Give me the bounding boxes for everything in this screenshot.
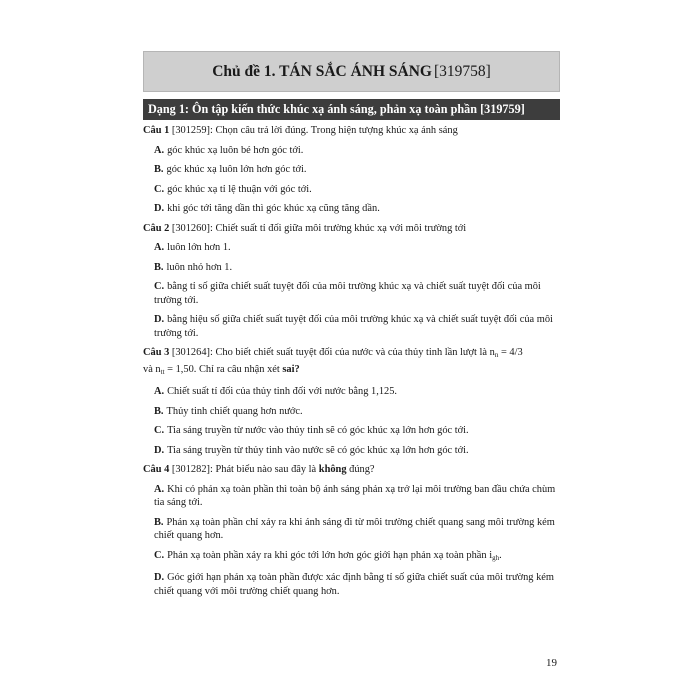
formula-n-water bbox=[490, 347, 523, 358]
formula-n-glass bbox=[155, 364, 196, 375]
option-text: Tia sáng truyền từ nước vào thủy tinh sẽ có góc khúc xạ lớn hơn góc tới. bbox=[167, 425, 469, 436]
option-text: Chiết suất tỉ đối của thủy tinh đối với nước bằng 1,125. bbox=[167, 386, 398, 397]
option-label: C. bbox=[154, 425, 165, 436]
option-label: D. bbox=[154, 444, 165, 456]
option-label: B. bbox=[154, 405, 164, 417]
option-label: A. bbox=[154, 483, 165, 495]
option-text: Thủy tinh chiết quang hơn nước. bbox=[166, 405, 303, 417]
option-label: C. bbox=[154, 549, 165, 561]
option-label: D. bbox=[154, 203, 165, 214]
option-label: A. bbox=[154, 386, 165, 397]
option-3c bbox=[154, 424, 561, 438]
formula-base: n bbox=[489, 347, 495, 358]
option-label: C. bbox=[154, 183, 165, 195]
question-1 bbox=[143, 124, 561, 138]
option-4b bbox=[154, 516, 561, 543]
formula-subscript: n bbox=[494, 351, 499, 359]
question-code: [301282] bbox=[171, 464, 210, 475]
option-text: Phản xạ toàn phần xảy ra khi góc tới lớn hơn góc giới hạn phản xạ toàn phần bbox=[167, 549, 487, 561]
chapter-code: [319758] bbox=[433, 62, 491, 80]
option-2a bbox=[154, 241, 561, 255]
option-text: khi góc tới tăng dần thì góc khúc xạ cũng tăng dần. bbox=[167, 203, 380, 214]
question-text: : Cho biết chiết suất tuyệt đối của nước và của thủy tinh lần lượt là bbox=[209, 347, 488, 358]
question-label: Câu 4 bbox=[143, 464, 170, 475]
question-text-end: đúng? bbox=[349, 464, 375, 475]
question-mark: ? bbox=[294, 363, 300, 375]
option-2b bbox=[154, 261, 561, 275]
option-label: A. bbox=[154, 144, 165, 156]
option-label: D. bbox=[154, 572, 165, 583]
page-number: 19 bbox=[546, 657, 557, 669]
option-4a bbox=[154, 483, 561, 510]
question-label: Câu 2 bbox=[143, 222, 170, 234]
question-label: Câu 1 bbox=[143, 125, 170, 136]
question-emphasis: không bbox=[318, 464, 347, 475]
option-text: Tia sáng truyền từ thủy tinh vào nước sẽ có góc khúc xạ lớn hơn góc tới. bbox=[167, 444, 469, 456]
option-text: góc khúc xạ luôn bé hơn góc tới. bbox=[167, 144, 304, 156]
option-text: Khi có phản xạ toàn phần thì toàn bộ ánh sáng phản xạ trở lại môi trường ban đầu chứa chùm tia sáng tới. bbox=[154, 483, 556, 508]
formula-value: = 1,50. bbox=[167, 363, 197, 375]
question-list bbox=[143, 124, 561, 604]
question-code: [301264] bbox=[171, 347, 210, 358]
formula-value: = 4/3 bbox=[500, 347, 523, 358]
option-4c bbox=[154, 549, 561, 566]
formula-base: i bbox=[489, 549, 493, 561]
section-heading-text: Dạng 1: Ôn tập kiến thức khúc xạ ánh sáng, phản xạ toàn phần [319759] bbox=[148, 102, 525, 116]
question-emphasis: sai bbox=[282, 363, 295, 375]
option-label: A. bbox=[154, 242, 165, 253]
option-1d bbox=[154, 202, 561, 216]
formula-base: n bbox=[155, 363, 161, 375]
chapter-title-text: Chủ đề 1. TÁN SẮC ÁNH SÁNG bbox=[212, 62, 432, 80]
option-text: góc khúc xạ tỉ lệ thuận với góc tới. bbox=[167, 183, 312, 195]
option-1c bbox=[154, 183, 561, 197]
option-text: Phản xạ toàn phần chỉ xảy ra khi ánh sáng đi từ môi trường chiết quang sang môi trường kém chiết quang hơn. bbox=[154, 516, 555, 541]
question-label: Câu 3 bbox=[143, 347, 170, 358]
option-text: Góc giới hạn phản xạ toàn phần được xác định bằng tỉ số giữa chiết suất của môi trường kém chiết quang với môi trường chiết quang hơn. bbox=[154, 572, 554, 597]
option-label: D. bbox=[154, 314, 165, 325]
option-label: B. bbox=[154, 261, 164, 273]
question-2 bbox=[143, 222, 561, 236]
option-2d bbox=[154, 313, 561, 340]
section-heading bbox=[143, 99, 560, 120]
option-2c bbox=[154, 280, 561, 307]
option-1b bbox=[154, 163, 561, 177]
option-label: B. bbox=[154, 516, 164, 528]
question-code: [301259] bbox=[171, 125, 210, 136]
option-text: luôn nhỏ hơn 1. bbox=[166, 261, 233, 273]
option-4d bbox=[154, 571, 561, 598]
question-text: : Phát biểu nào sau đây là bbox=[209, 464, 317, 475]
question-4 bbox=[143, 463, 561, 477]
question-text-connector: và bbox=[143, 363, 153, 375]
option-text: góc khúc xạ luôn lớn hơn góc tới. bbox=[166, 164, 307, 175]
option-text: bằng tỉ số giữa chiết suất tuyệt đối của môi trường khúc xạ và chiết suất tuyệt đối của môi trường tới. bbox=[154, 281, 541, 306]
option-1a bbox=[154, 144, 561, 158]
question-code: [301260] bbox=[171, 222, 210, 234]
option-text-end: . bbox=[499, 549, 502, 561]
option-text: bằng hiệu số giữa chiết suất tuyệt đối của môi trường khúc xạ và chiết suất tuyệt đối của môi trường tới. bbox=[154, 314, 553, 339]
formula-subscript: gh bbox=[492, 553, 500, 562]
formula-subscript: tt bbox=[160, 367, 165, 376]
option-label: B. bbox=[154, 164, 164, 175]
option-3b bbox=[154, 405, 561, 419]
option-3d bbox=[154, 444, 561, 458]
question-text: : Chọn câu trả lời đúng. Trong hiện tượng khúc xạ ánh sáng bbox=[209, 125, 458, 136]
question-text: : Chiết suất tỉ đối giữa môi trường khúc xạ với môi trường tới bbox=[209, 222, 467, 234]
chapter-title bbox=[143, 51, 560, 92]
option-3a bbox=[154, 385, 561, 399]
option-label: C. bbox=[154, 281, 165, 292]
question-text-continued: Chỉ ra câu nhận xét bbox=[198, 363, 280, 375]
question-3 bbox=[143, 346, 561, 379]
option-text: luôn lớn hơn 1. bbox=[167, 242, 231, 253]
